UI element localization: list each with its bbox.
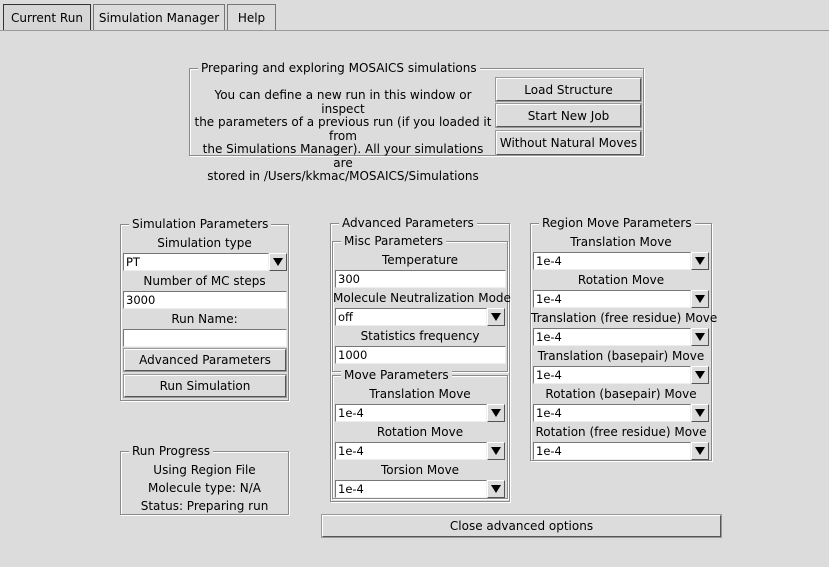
simulation-type-dropdown-button[interactable] [269, 253, 287, 271]
tab-divider [0, 30, 829, 31]
rotation-move-dropdown-button[interactable] [487, 442, 505, 460]
region-translation-dropdown-button[interactable] [691, 252, 709, 270]
temperature-input[interactable]: 300 [335, 270, 506, 288]
chevron-down-icon [695, 409, 705, 417]
tab-help[interactable]: Help [227, 4, 276, 31]
rotation-move-label: Rotation Move [376, 425, 464, 439]
rotation-move-select[interactable]: 1e-4 [335, 442, 487, 460]
move-parameters-legend: Move Parameters [341, 368, 452, 382]
region-rotation-free-residue-label: Rotation (free residue) Move [535, 425, 707, 439]
tab-current-run[interactable]: Current Run [3, 4, 91, 31]
statistics-frequency-input[interactable]: 1000 [335, 346, 506, 364]
without-natural-moves-button[interactable]: Without Natural Moves [496, 131, 641, 155]
region-translation-basepair-select[interactable]: 1e-4 [533, 366, 691, 384]
torsion-move-dropdown-button[interactable] [487, 480, 505, 498]
simulation-type-select[interactable]: PT [123, 253, 269, 271]
simulation-type-label: Simulation type [157, 236, 252, 250]
intro-line-4: stored in /Users/kkmac/MOSAICS/Simulations [207, 169, 479, 183]
region-translation-select[interactable]: 1e-4 [533, 252, 691, 270]
region-rotation-dropdown-button[interactable] [691, 290, 709, 308]
run-name-label: Run Name: [171, 312, 238, 326]
region-rotation-basepair-dropdown-button[interactable] [691, 404, 709, 422]
load-structure-button[interactable]: Load Structure [496, 78, 641, 101]
chevron-down-icon [695, 371, 705, 379]
close-advanced-options-button[interactable]: Close advanced options [322, 515, 721, 537]
intro-text [192, 89, 494, 184]
region-file-text: Using Region File [153, 463, 256, 477]
region-rotation-free-residue-select[interactable]: 1e-4 [533, 442, 691, 460]
neutralization-mode-select[interactable]: off [335, 308, 487, 326]
run-name-input[interactable] [123, 329, 287, 347]
translation-move-label: Translation Move [369, 387, 471, 401]
region-translation-basepair-label: Translation (basepair) Move [537, 349, 705, 363]
advanced-parameters-legend: Advanced Parameters [339, 216, 477, 230]
mc-steps-label: Number of MC steps [143, 274, 266, 288]
intro-line-3: the Simulations Manager). All your simulations are [202, 142, 484, 170]
region-rotation-label: Rotation Move [577, 273, 665, 287]
intro-line-1: You can define a new run in this window or inspect [214, 88, 472, 116]
translation-move-select[interactable]: 1e-4 [335, 404, 487, 422]
molecule-type-text: Molecule type: N/A [147, 481, 262, 495]
tab-simulation-manager[interactable]: Simulation Manager [93, 4, 225, 31]
neutralization-mode-dropdown-button[interactable] [487, 308, 505, 326]
simulation-parameters-legend: Simulation Parameters [129, 217, 271, 231]
advanced-parameters-button[interactable]: Advanced Parameters [124, 349, 286, 371]
region-translation-free-residue-label: Translation (free residue) Move [531, 311, 718, 325]
mc-steps-input[interactable]: 3000 [123, 291, 287, 309]
region-rotation-basepair-label: Rotation (basepair) Move [545, 387, 697, 401]
misc-parameters-legend: Misc Parameters [341, 234, 446, 248]
temperature-label: Temperature [381, 253, 458, 267]
chevron-down-icon [695, 257, 705, 265]
chevron-down-icon [491, 409, 501, 417]
neutralization-mode-label: Molecule Neutralization Mode [333, 291, 511, 305]
chevron-down-icon [491, 447, 501, 455]
status-text: Status: Preparing run [140, 499, 269, 513]
intro-legend: Preparing and exploring MOSAICS simulations [198, 61, 480, 75]
intro-line-2: the parameters of a previous run (if you loaded it from [194, 115, 492, 143]
region-rotation-basepair-select[interactable]: 1e-4 [533, 404, 691, 422]
torsion-move-label: Torsion Move [380, 463, 460, 477]
chevron-down-icon [695, 333, 705, 341]
region-rotation-free-residue-dropdown-button[interactable] [691, 442, 709, 460]
chevron-down-icon [273, 258, 283, 266]
region-move-parameters-legend: Region Move Parameters [539, 216, 695, 230]
chevron-down-icon [491, 313, 501, 321]
region-translation-label: Translation Move [570, 235, 672, 249]
torsion-move-select[interactable]: 1e-4 [335, 480, 487, 498]
chevron-down-icon [695, 295, 705, 303]
region-translation-free-residue-dropdown-button[interactable] [691, 328, 709, 346]
run-progress-legend: Run Progress [129, 444, 213, 458]
region-translation-free-residue-select[interactable]: 1e-4 [533, 328, 691, 346]
translation-move-dropdown-button[interactable] [487, 404, 505, 422]
chevron-down-icon [695, 447, 705, 455]
region-translation-basepair-dropdown-button[interactable] [691, 366, 709, 384]
region-rotation-select[interactable]: 1e-4 [533, 290, 691, 308]
run-simulation-button[interactable]: Run Simulation [124, 375, 286, 397]
chevron-down-icon [491, 485, 501, 493]
start-new-job-button[interactable]: Start New Job [496, 104, 641, 127]
statistics-frequency-label: Statistics frequency [360, 329, 480, 343]
